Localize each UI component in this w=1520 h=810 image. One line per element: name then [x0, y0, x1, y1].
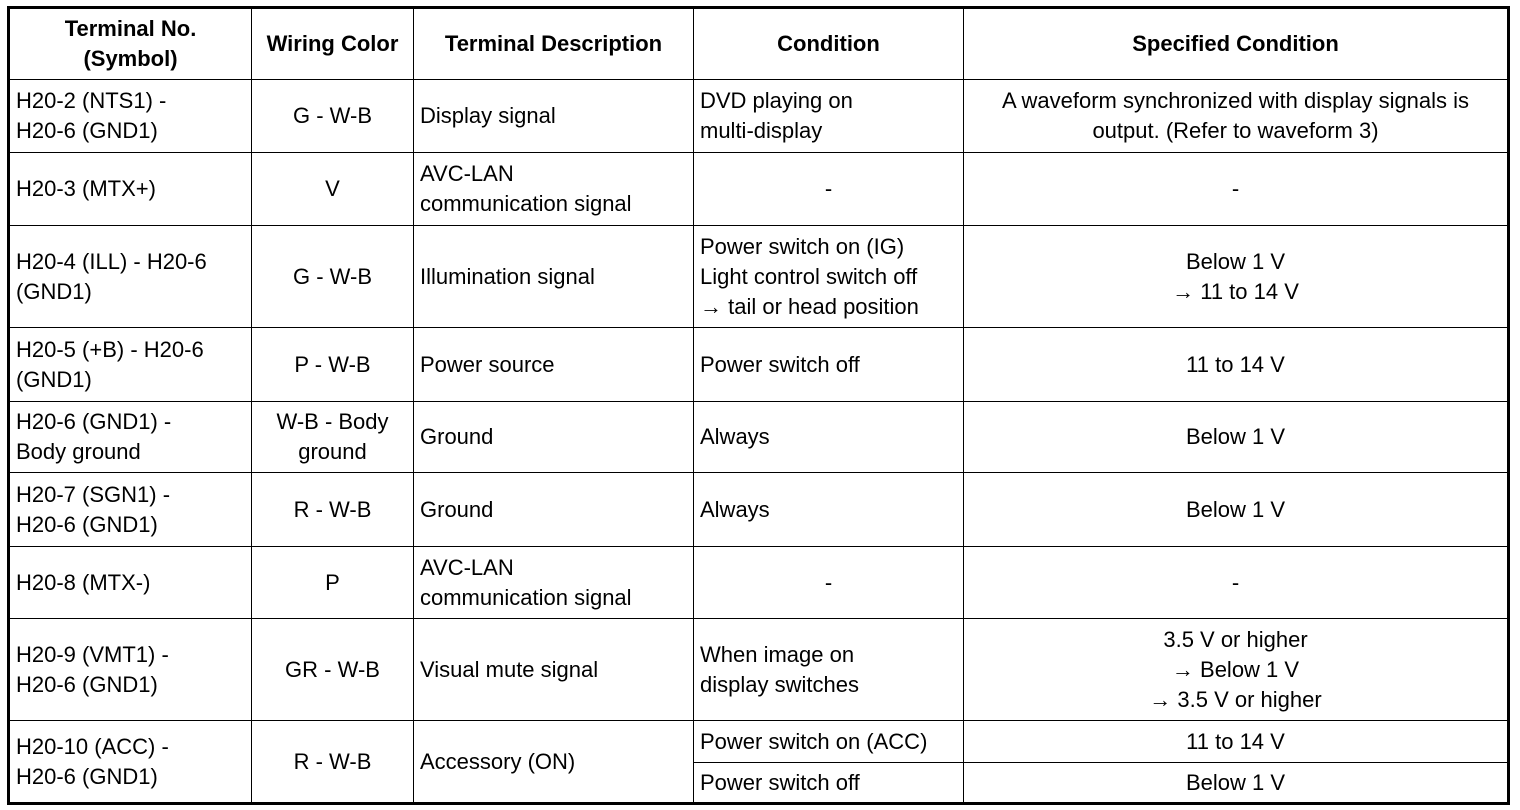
- condition-cell: Always: [694, 473, 964, 547]
- specified-condition-cell: -: [964, 547, 1509, 619]
- header-condition: Condition: [694, 8, 964, 80]
- table-row: [9, 473, 1509, 547]
- table-row: [9, 721, 1509, 763]
- condition-cell: -: [694, 547, 964, 619]
- wiring-color-cell: W-B - Body ground: [252, 402, 414, 473]
- description-cell: Visual mute signal: [414, 619, 694, 721]
- wiring-color-cell: R - W-B: [252, 721, 414, 804]
- specified-condition-cell: -: [964, 153, 1509, 226]
- condition-cell: -: [694, 153, 964, 226]
- wiring-color-cell: P: [252, 547, 414, 619]
- header-terminal-description: Terminal Description: [414, 8, 694, 80]
- terminal-cell: H20-4 (ILL) - H20-6 (GND1): [9, 226, 252, 328]
- description-cell: AVC-LAN communication signal: [414, 153, 694, 226]
- specified-condition-cell: 11 to 14 V: [964, 328, 1509, 402]
- specified-condition-cell: Below 1 V: [964, 402, 1509, 473]
- condition-cell: Power switch on (ACC): [694, 721, 964, 763]
- terminal-cell: H20-10 (ACC) - H20-6 (GND1): [9, 721, 252, 804]
- table-row: [9, 80, 1509, 153]
- table-row: [9, 402, 1509, 473]
- table-row: [9, 153, 1509, 226]
- condition-cell: Power switch off: [694, 328, 964, 402]
- specified-condition-cell: Below 1 V → 11 to 14 V: [964, 226, 1509, 328]
- specified-condition-cell: A waveform synchronized with display signals is output. (Refer to waveform 3): [964, 80, 1509, 153]
- terminal-cell: H20-8 (MTX-): [9, 547, 252, 619]
- wiring-color-cell: V: [252, 153, 414, 226]
- wiring-color-cell: R - W-B: [252, 473, 414, 547]
- wiring-color-cell: GR - W-B: [252, 619, 414, 721]
- terminal-spec-table: [7, 6, 1510, 805]
- specified-condition-cell: Below 1 V: [964, 763, 1509, 804]
- description-cell: Ground: [414, 402, 694, 473]
- terminal-table-container: [7, 6, 1507, 803]
- terminal-cell: H20-3 (MTX+): [9, 153, 252, 226]
- terminal-cell: H20-2 (NTS1) - H20-6 (GND1): [9, 80, 252, 153]
- description-cell: Display signal: [414, 80, 694, 153]
- condition-cell: DVD playing on multi-display: [694, 80, 964, 153]
- description-cell: Ground: [414, 473, 694, 547]
- description-cell: Illumination signal: [414, 226, 694, 328]
- header-wiring-color: Wiring Color: [252, 8, 414, 80]
- condition-cell: Always: [694, 402, 964, 473]
- terminal-cell: H20-9 (VMT1) - H20-6 (GND1): [9, 619, 252, 721]
- description-cell: Accessory (ON): [414, 721, 694, 804]
- specified-condition-cell: Below 1 V: [964, 473, 1509, 547]
- table-row: [9, 547, 1509, 619]
- table-row: [9, 226, 1509, 328]
- header-row: [9, 8, 1509, 80]
- specified-condition-cell: 11 to 14 V: [964, 721, 1509, 763]
- terminal-cell: H20-5 (+B) - H20-6 (GND1): [9, 328, 252, 402]
- wiring-color-cell: P - W-B: [252, 328, 414, 402]
- description-cell: Power source: [414, 328, 694, 402]
- condition-cell: Power switch on (IG) Light control switch off → tail or head position: [694, 226, 964, 328]
- description-cell: AVC-LAN communication signal: [414, 547, 694, 619]
- terminal-cell: H20-7 (SGN1) - H20-6 (GND1): [9, 473, 252, 547]
- wiring-color-cell: G - W-B: [252, 226, 414, 328]
- header-specified-condition: Specified Condition: [964, 8, 1509, 80]
- table-row: [9, 328, 1509, 402]
- specified-condition-cell: 3.5 V or higher → Below 1 V → 3.5 V or higher: [964, 619, 1509, 721]
- wiring-color-cell: G - W-B: [252, 80, 414, 153]
- terminal-cell: H20-6 (GND1) - Body ground: [9, 402, 252, 473]
- condition-cell: Power switch off: [694, 763, 964, 804]
- header-terminal-no: Terminal No. (Symbol): [9, 8, 252, 80]
- table-row: [9, 619, 1509, 721]
- condition-cell: When image on display switches: [694, 619, 964, 721]
